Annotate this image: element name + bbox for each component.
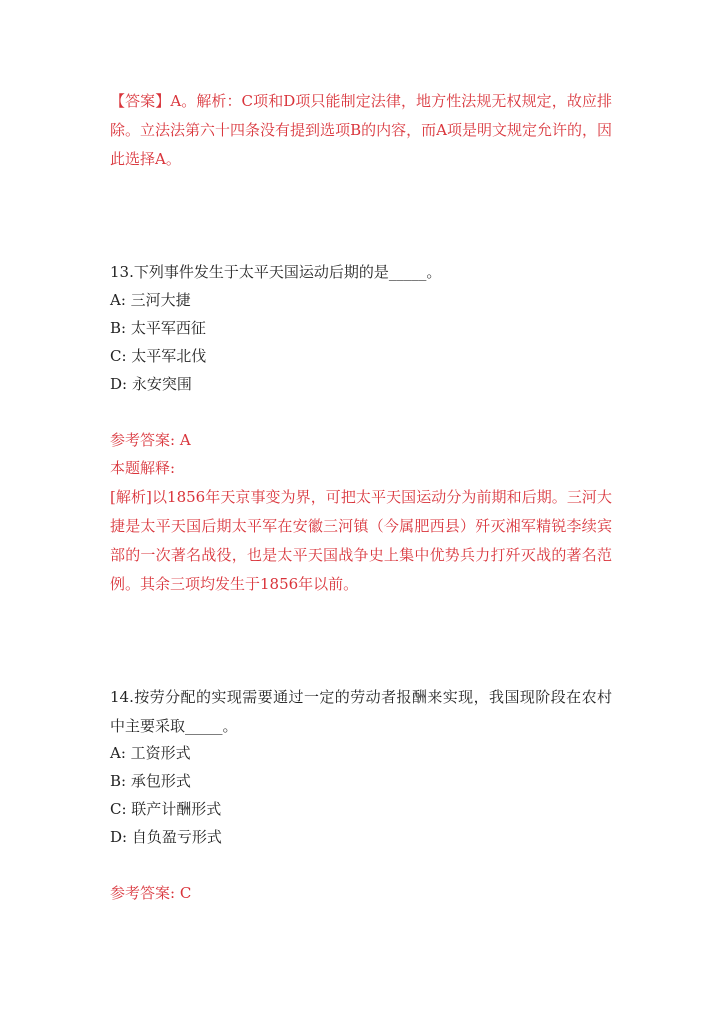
q13-answer: 参考答案: A bbox=[110, 431, 191, 449]
q14-option-a: A: 工资形式 bbox=[110, 744, 191, 762]
question-13-stem: 13.下列事件发生于太平天国运动后期的是_____。 bbox=[110, 263, 442, 281]
q13-explanation: [解析]以1856年天京事变为界，可把太平天国运动分为前期和后期。三河大捷是太平天国后期太平军在安徽三河镇（今属肥西县）歼灭湘军精锐李续宾部的一次著名战役，也是太平天国战争史上集中优势兵力打歼灭战的著名范例。其余三项均发生于1856年以前。 bbox=[110, 488, 612, 593]
q13-explanation-title: 本题解释: bbox=[110, 459, 176, 477]
question-14-stem: 14.按劳分配的实现需要通过一定的劳动者报酬来实现，我国现阶段在农村中主要采取_____。 bbox=[110, 688, 612, 735]
q13-option-a: A: 三河大捷 bbox=[110, 291, 191, 309]
q14-option-c: C: 联产计酬形式 bbox=[110, 800, 222, 818]
q13-option-c: C: 太平军北伐 bbox=[110, 347, 207, 365]
q13-option-b: B: 太平军西征 bbox=[110, 319, 206, 337]
q14-answer: 参考答案: C bbox=[110, 884, 192, 902]
q14-option-b: B: 承包形式 bbox=[110, 772, 191, 790]
prev-answer-text: 【答案】A。解析：C项和D项只能制定法律，地方性法规无权规定，故应排除。立法法第六十四条没有提到选项B的内容，而A项是明文规定允许的，因此选择A。 bbox=[110, 92, 612, 168]
q14-option-d: D: 自负盈亏形式 bbox=[110, 828, 222, 846]
q13-option-d: D: 永安突围 bbox=[110, 375, 192, 393]
